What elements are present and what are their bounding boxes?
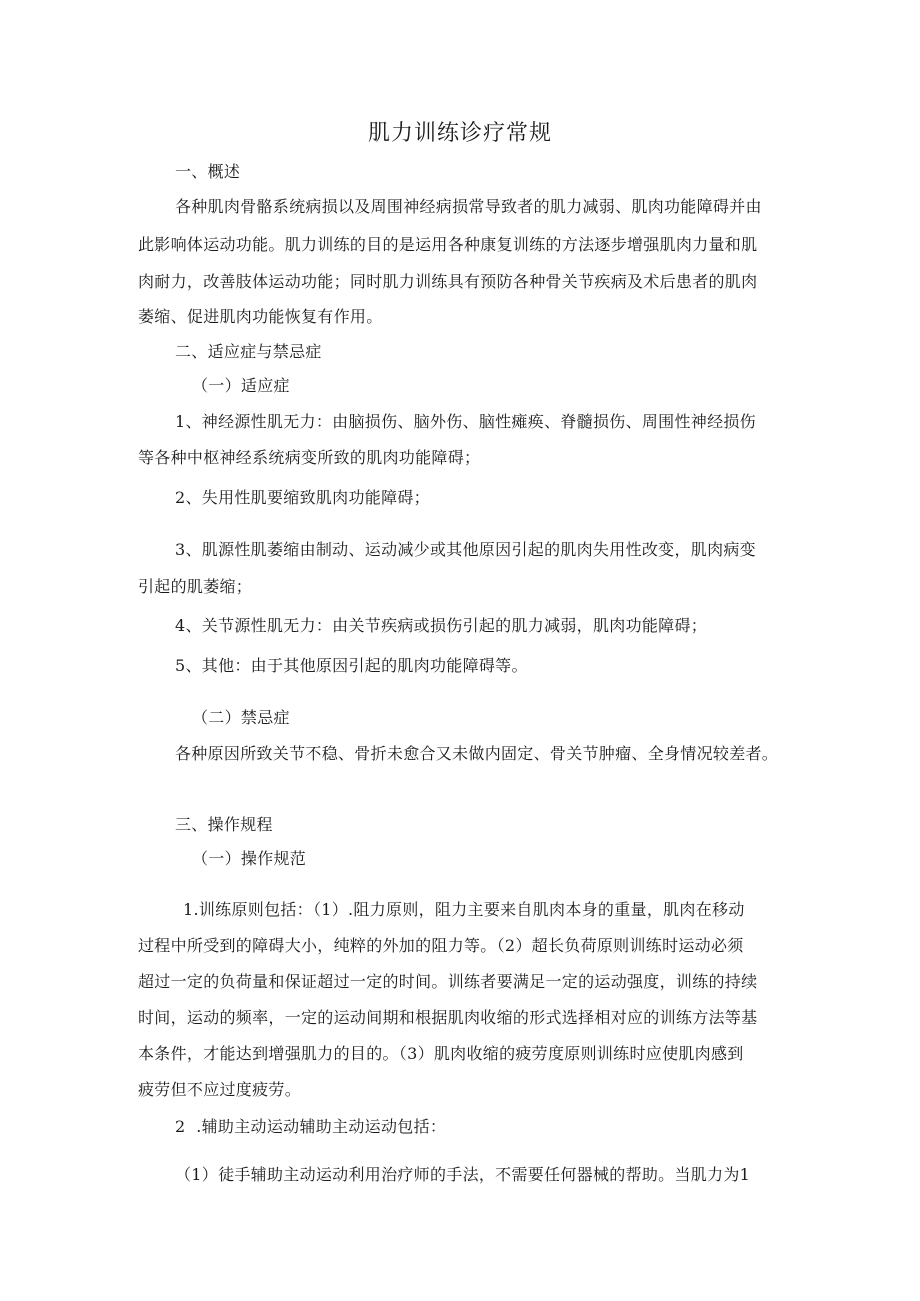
procedure-item-1-cont: 过程中所受到的障碍大小，纯粹的外加的阻力等。（2）超长负荷原则训练时运动必须: [138, 936, 744, 955]
contraindications-text: 各种原因所致关节不稳、骨折未愈合又未做内固定、骨关节肿瘤、全身情况较差者。: [175, 744, 779, 763]
procedure-item-1-cont: 本条件，才能达到增强肌力的目的。（3）肌肉收缩的疲劳度原则训练时应使肌肉感到: [138, 1044, 744, 1063]
section-heading-indications: 二、适应症与禁忌症: [175, 342, 322, 361]
subheading-contraindications: （二）禁忌症: [192, 708, 290, 727]
overview-line: 萎缩、促进肌肉功能恢复有作用。: [138, 307, 383, 326]
indication-item-5: 5、其他：由于其他原因引起的肌肉功能障碍等。: [175, 656, 528, 675]
indication-item-4: 4、关节源性肌无力：由关节疾病或损伤引起的肌力减弱，肌肉功能障碍；: [175, 616, 708, 635]
procedure-item-1-cont: 超过一定的负荷量和保证超过一定的时间。训练者要满足一定的运动强度，训练的持续: [138, 972, 758, 991]
indication-item-3-cont: 引起的肌萎缩；: [138, 577, 253, 596]
indication-item-3: 3、肌源性肌萎缩由制动、运动减少或其他原因引起的肌肉失用性改变，肌肉病变: [175, 540, 756, 559]
overview-line: 肉耐力，改善肢体运动功能；同时肌力训练具有预防各种骨关节疾病及术后患者的肌肉: [138, 272, 758, 291]
indication-item-1: 1、神经源性肌无力：由脑损伤、脑外伤、脑性瘫痪、脊髓损伤、周围性神经损伤: [175, 412, 756, 431]
indication-item-1-cont: 等各种中枢神经系统病变所致的肌肉功能障碍；: [138, 448, 481, 467]
indication-item-2: 2、失用性肌要缩致肌肉功能障碍；: [175, 488, 430, 507]
section-heading-overview: 一、概述: [175, 162, 241, 181]
section-heading-procedure: 三、操作规程: [175, 815, 273, 834]
procedure-item-1-cont: 疲劳但不应过度疲劳。: [138, 1080, 302, 1099]
overview-line: 各种肌肉骨骼系统病损以及周围神经病损常导致者的肌力减弱、肌肉功能障碍并由: [175, 197, 762, 216]
document-title: 肌力训练诊疗常规: [367, 121, 552, 146]
overview-line: 此影响体运动功能。肌力训练的目的是运用各种康复训练的方法逐步增强肌肉力量和肌: [138, 235, 758, 254]
procedure-item-1: 1.训练原则包括：（1）.阻力原则，阻力主要来自肌肉本身的重量，肌肉在移动: [183, 900, 745, 919]
procedure-item-1-cont: 时间，运动的频率，一定的运动间期和根据肌肉收缩的形式选择相对应的训练方法等基: [138, 1008, 758, 1027]
subheading-indications: （一）适应症: [192, 376, 290, 395]
procedure-item-2: 2 .辅助主动运动辅助主动运动包括：: [175, 1117, 447, 1136]
subheading-procedure-spec: （一）操作规范: [192, 849, 307, 868]
procedure-item-3: （1）徒手辅助主动运动利用治疗师的手法，不需要任何器械的帮助。当肌力为1: [175, 1165, 751, 1184]
